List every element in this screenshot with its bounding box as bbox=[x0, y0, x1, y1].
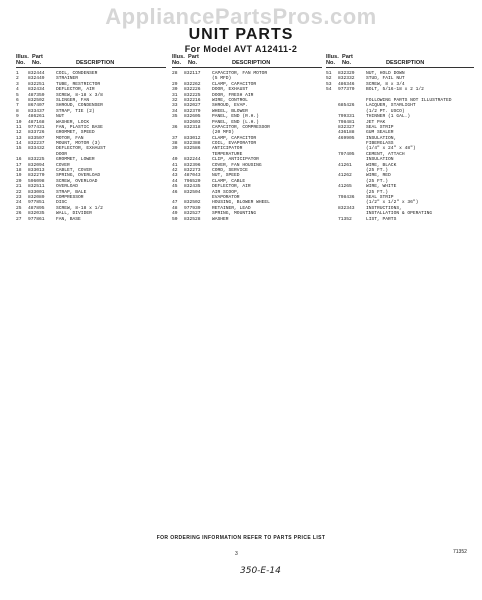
part-description: INSTRUCTIONS, bbox=[366, 205, 402, 211]
part-description: SCREW, 8-18 x 3/8 bbox=[56, 92, 103, 98]
part-description: SHROUD, EVAP. bbox=[212, 103, 248, 109]
part-number: 833432 bbox=[28, 146, 45, 152]
header-no-2: No. bbox=[342, 60, 352, 66]
illus-number: 1 bbox=[16, 71, 19, 76]
part-number: 832318 bbox=[184, 124, 201, 130]
part-description: CLAMP, CAPACITOR bbox=[212, 81, 257, 87]
illus-number: 45 bbox=[172, 184, 178, 190]
part-number: 832237 bbox=[28, 141, 45, 147]
illus-number: 50 bbox=[172, 216, 178, 222]
part-description: COVER bbox=[56, 162, 70, 168]
part-description: DOOR bbox=[56, 151, 68, 157]
part-description: GROMMET, LOWER bbox=[56, 157, 95, 163]
part-number: 832027 bbox=[184, 103, 201, 109]
parts-row bbox=[16, 217, 166, 222]
illus-number: 31 bbox=[172, 92, 178, 98]
header-no: No. bbox=[172, 60, 182, 66]
part-description: WIRE, BLACK bbox=[366, 162, 397, 168]
column-header bbox=[326, 54, 474, 68]
part-number: 832244 bbox=[184, 157, 201, 163]
part-description: PANEL, END (R.H.) bbox=[212, 114, 259, 120]
part-description: OVERLOAD bbox=[56, 184, 79, 190]
part-description: FAN, BASE bbox=[56, 216, 81, 222]
illus-number: 29 bbox=[172, 81, 178, 87]
part-description: CABLET, COVER bbox=[56, 168, 92, 174]
illus-number: 46 bbox=[172, 189, 178, 195]
page-number: 3 bbox=[235, 551, 238, 557]
part-description: STRAP, TIE (2) bbox=[56, 108, 95, 114]
part-number: 832370 bbox=[184, 108, 201, 114]
illus-number: 30 bbox=[172, 87, 178, 93]
part-number: 832251 bbox=[28, 81, 45, 87]
illus-number: 48 bbox=[172, 205, 178, 211]
header-part: Part bbox=[342, 54, 353, 60]
illus-number: 5 bbox=[16, 92, 19, 98]
part-description: STRAINER bbox=[56, 76, 79, 82]
part-description: WIRE, RED bbox=[366, 173, 391, 179]
illus-number: 4 bbox=[16, 87, 19, 93]
part-number: 977851 bbox=[28, 200, 45, 206]
part-description: DOOR, FRESH AIR bbox=[212, 92, 254, 98]
illus-number: 11 bbox=[16, 124, 22, 130]
illus-number: 17 bbox=[16, 162, 22, 168]
part-number: 832035 bbox=[28, 211, 45, 217]
part-number: 832605 bbox=[184, 114, 201, 120]
part-description: WALL, DIVIDER bbox=[56, 211, 92, 217]
part-number: 486261 bbox=[28, 114, 45, 120]
illus-number: 33 bbox=[172, 103, 178, 109]
illus-number: 21 bbox=[16, 184, 22, 190]
part-description: DEFLECTOR, AIR bbox=[212, 184, 251, 190]
part-description: SHROUD, CONDENSER bbox=[56, 103, 103, 109]
part-description: DISC bbox=[56, 200, 68, 206]
model-subtitle: For Model AVT A12411-2 bbox=[184, 44, 298, 54]
part-description: ANTICIPATOR bbox=[212, 146, 243, 152]
illus-number: 25 bbox=[16, 205, 22, 211]
part-description: GUM SEALER bbox=[366, 130, 394, 136]
part-number: 469905 bbox=[338, 135, 355, 141]
part-description: SPRING, OVERLOAD bbox=[56, 173, 101, 179]
part-description: STRAP, BALE bbox=[56, 189, 87, 195]
parts-column-3 bbox=[326, 54, 474, 222]
part-description: FAN, PLASTIC BASE bbox=[56, 124, 103, 130]
parts-row bbox=[326, 217, 474, 222]
part-number: 832511 bbox=[28, 184, 45, 190]
part-number: 832444 bbox=[28, 71, 45, 76]
part-description: EVAPORATOR bbox=[212, 194, 240, 200]
part-number: 832435 bbox=[184, 184, 201, 190]
header-no: No. bbox=[326, 60, 336, 66]
illus-number: 8 bbox=[16, 108, 19, 114]
part-number: 832273 bbox=[184, 168, 201, 174]
header-description: DESCRIPTION bbox=[386, 60, 425, 66]
part-number: 833726 bbox=[28, 130, 45, 136]
header-illus: Illus. bbox=[16, 54, 29, 60]
illus-number: 10 bbox=[16, 119, 22, 125]
part-number: 797405 bbox=[338, 151, 355, 157]
header-part: Part bbox=[32, 54, 43, 60]
part-number: 832329 bbox=[338, 71, 355, 76]
illus-number: 6 bbox=[16, 97, 19, 103]
part-number: 41261 bbox=[338, 162, 352, 168]
part-description: PANEL, END (L.H.) bbox=[212, 119, 259, 125]
part-description: (1/4" x 24" x 48") bbox=[366, 146, 416, 152]
illus-number: 41 bbox=[172, 162, 178, 168]
part-number: 832528 bbox=[184, 216, 201, 222]
illus-number: 44 bbox=[172, 178, 178, 184]
header-description: DESCRIPTION bbox=[232, 60, 271, 66]
part-number: 977370 bbox=[338, 87, 355, 93]
illus-number: 52 bbox=[326, 76, 332, 82]
part-number: 487895 bbox=[28, 205, 45, 211]
part-number: 832502 bbox=[184, 200, 201, 206]
part-number: 833013 bbox=[28, 168, 45, 174]
header-no: No. bbox=[16, 60, 26, 66]
illus-number: 40 bbox=[172, 157, 178, 163]
part-number: 41262 bbox=[338, 173, 352, 179]
part-number: 41265 bbox=[338, 184, 352, 190]
part-description: COVER, FAN HOUSING bbox=[212, 162, 262, 168]
part-description: TUBE, RESTRICTOR bbox=[56, 81, 101, 87]
illus-number: 54 bbox=[326, 87, 332, 93]
illus-number: 22 bbox=[16, 189, 22, 195]
header-description: DESCRIPTION bbox=[76, 60, 115, 66]
part-description: (20 MFD) bbox=[212, 130, 235, 136]
part-number: 486346 bbox=[338, 81, 355, 87]
part-description: CORD, SERVICE bbox=[212, 168, 248, 174]
document-code: 71352 bbox=[453, 549, 467, 555]
part-description: CAPACITOR, COMPRESSOR bbox=[212, 124, 270, 130]
header-illus: Illus. bbox=[326, 54, 339, 60]
illus-number: 38 bbox=[172, 141, 178, 147]
part-description: BOLT, 5/16-18 x 2 1/2 bbox=[366, 87, 424, 93]
part-description: SCREW, OVERLOAD bbox=[56, 178, 98, 184]
part-number: 798436 bbox=[338, 194, 355, 200]
part-number: 832117 bbox=[184, 71, 201, 76]
part-number: 832434 bbox=[28, 87, 45, 93]
part-description: SEAL STRIP bbox=[366, 194, 394, 200]
illus-number: 14 bbox=[16, 141, 22, 147]
part-number: 832449 bbox=[28, 76, 45, 82]
part-number: 833507 bbox=[28, 135, 45, 141]
part-number: 436188 bbox=[338, 130, 355, 136]
illus-number: 27 bbox=[16, 216, 22, 222]
part-description: SCREW, 8 x 3/4 bbox=[366, 81, 405, 87]
part-number: 832262 bbox=[184, 81, 201, 87]
part-description: AIR SCOOP, bbox=[212, 189, 240, 195]
illus-number: 20 bbox=[16, 178, 22, 184]
part-number: 833437 bbox=[28, 108, 45, 114]
part-description: (25 FT.) bbox=[366, 168, 389, 174]
part-number: 832396 bbox=[184, 162, 201, 168]
part-number: 977861 bbox=[28, 216, 45, 222]
part-number: 798481 bbox=[338, 119, 355, 125]
illus-number: 2 bbox=[16, 76, 19, 82]
part-number: 832343 bbox=[338, 205, 355, 211]
part-description: WASHER, LOCK bbox=[56, 119, 90, 125]
illus-number: 12 bbox=[16, 130, 22, 136]
part-description: COIL, CONDENSER bbox=[56, 71, 98, 76]
part-description: LIST, PARTS bbox=[366, 216, 397, 222]
illus-number: 42 bbox=[172, 168, 178, 174]
part-description: SPRING, MOUNTING bbox=[212, 211, 257, 217]
part-description: SLINGER, FAN bbox=[56, 97, 90, 103]
ordering-note: FOR ORDERING INFORMATION REFER TO PARTS PRICE LIST bbox=[156, 535, 326, 541]
illus-number: 47 bbox=[172, 200, 178, 206]
part-description: CLAMP, CAPACITOR bbox=[212, 135, 257, 141]
part-description: WHEEL, BLOWER bbox=[212, 108, 248, 114]
watermark: AppliancePartsPros.com bbox=[105, 4, 377, 29]
part-number: 832388 bbox=[184, 141, 201, 147]
part-description: SCREW, 8-18 x 1/2 bbox=[56, 205, 103, 211]
part-description: (1/2" x 1/2" x 36") bbox=[366, 200, 419, 206]
illus-number: 49 bbox=[172, 211, 178, 217]
illus-number: 34 bbox=[172, 108, 178, 114]
page-title: UNIT PARTS bbox=[188, 26, 294, 43]
part-number: 832586 bbox=[184, 146, 201, 152]
column-header bbox=[172, 54, 322, 68]
part-description: WIRE, WHITE bbox=[366, 184, 397, 190]
part-number: 832216 bbox=[184, 97, 201, 103]
part-description: STUD, FAIL NUT bbox=[366, 76, 405, 82]
parts-column-2 bbox=[172, 54, 322, 222]
illus-number: 3 bbox=[16, 81, 19, 87]
part-number: 832270 bbox=[28, 173, 45, 179]
part-description: MOUNT, MOTOR (3) bbox=[56, 141, 101, 147]
part-description: HOUSING, BLOWER WHEEL bbox=[212, 200, 270, 206]
part-description: GROMMET, SPEED bbox=[56, 130, 95, 136]
part-description: COIL, EVAPORATOR bbox=[212, 141, 257, 147]
part-description: DEFLECTOR, EXHAUST bbox=[56, 146, 106, 152]
part-number: 487168 bbox=[28, 119, 45, 125]
part-number: 833012 bbox=[184, 135, 201, 141]
part-description: FOLLOWING PARTS NOT ILLUSTRATED bbox=[366, 97, 452, 103]
parts-column-1 bbox=[16, 54, 166, 222]
part-number: 832089 bbox=[28, 194, 45, 200]
part-description: CAPACITOR, FAN MOTOR bbox=[212, 71, 268, 76]
part-number: 977431 bbox=[28, 124, 45, 130]
part-description: COMPRESSOR bbox=[56, 194, 84, 200]
part-number: 71352 bbox=[338, 216, 352, 222]
illus-number: 37 bbox=[172, 135, 178, 141]
illus-number: 32 bbox=[172, 97, 178, 103]
part-description: SEAL STRIP bbox=[366, 124, 394, 130]
part-number: 796520 bbox=[184, 178, 201, 184]
part-description: WASHER bbox=[212, 216, 229, 222]
illus-number: 7 bbox=[16, 103, 19, 109]
illus-number: 19 bbox=[16, 173, 22, 179]
part-description: THINNER (1 GAL.) bbox=[366, 114, 411, 120]
parts-row bbox=[172, 217, 322, 222]
column-header bbox=[16, 54, 166, 68]
part-number: 487043 bbox=[184, 173, 201, 179]
illus-number: 24 bbox=[16, 200, 22, 206]
part-number: 487359 bbox=[28, 92, 45, 98]
part-number: 832226 bbox=[184, 87, 201, 93]
part-number: 977939 bbox=[184, 205, 201, 211]
part-description: NUT bbox=[56, 114, 65, 120]
illus-number: 51 bbox=[326, 71, 332, 76]
part-number: 832094 bbox=[28, 162, 45, 168]
header-part: Part bbox=[188, 54, 199, 60]
part-number: 832603 bbox=[184, 119, 201, 125]
illus-number: 36 bbox=[172, 124, 178, 130]
part-description: RETAINER, LEAD bbox=[212, 205, 251, 211]
part-description: CLIP, ANTICIPATOR bbox=[212, 157, 259, 163]
part-number: 832502 bbox=[28, 97, 45, 103]
illus-number: 13 bbox=[16, 135, 22, 141]
part-description: NUT, HOLD DOWN bbox=[366, 71, 405, 76]
part-description: INSTALLATION & OPERATING bbox=[366, 211, 433, 217]
illus-number: 35 bbox=[172, 114, 178, 120]
part-number: 832504 bbox=[184, 189, 201, 195]
header-illus: Illus. bbox=[172, 54, 185, 60]
illus-number: 26 bbox=[16, 211, 22, 217]
part-description: (25 FT.) bbox=[366, 189, 389, 195]
part-description: DEFLECTOR, AIR bbox=[56, 87, 95, 93]
illus-number: 16 bbox=[16, 157, 22, 163]
part-description: INSULATION bbox=[366, 157, 394, 163]
part-description: CLAMP, CABLE bbox=[212, 178, 246, 184]
part-number: 832225 bbox=[184, 92, 201, 98]
illus-number: 43 bbox=[172, 173, 178, 179]
part-description: INSULATION, bbox=[366, 135, 397, 141]
illus-number: 23 bbox=[16, 194, 22, 200]
part-description: CEMENT, ATTACH bbox=[366, 151, 405, 157]
part-number: 833001 bbox=[28, 189, 45, 195]
part-description: FIBERGLASS bbox=[366, 141, 394, 147]
part-number: 832527 bbox=[184, 211, 201, 217]
illus-number: 15 bbox=[16, 146, 22, 152]
part-description: JET PAK bbox=[366, 119, 386, 125]
part-description: LACQUER, STARLIGHT bbox=[366, 103, 416, 109]
illus-number: 18 bbox=[16, 168, 22, 174]
part-number: 832327 bbox=[338, 124, 355, 130]
part-description: TEMPERATURE bbox=[212, 151, 243, 157]
part-number: 799331 bbox=[338, 114, 355, 120]
part-number: 596098 bbox=[28, 178, 45, 184]
part-description: (5 MFD) bbox=[212, 76, 232, 82]
part-number: 867407 bbox=[28, 103, 45, 109]
part-description: (1/2 PT. USCO) bbox=[366, 108, 405, 114]
part-description: NUT, SPEED bbox=[212, 173, 240, 179]
part-number: 833225 bbox=[28, 157, 45, 163]
part-number: 685426 bbox=[338, 103, 355, 109]
handwritten-note: 350-E-14 bbox=[240, 566, 281, 576]
part-description: (25 FT.) bbox=[366, 178, 389, 184]
part-description: MOTOR, FAN bbox=[56, 135, 84, 141]
header-no-2: No. bbox=[188, 60, 198, 66]
part-description: WIRE, CONTROL bbox=[212, 97, 248, 103]
part-number: 832332 bbox=[338, 76, 355, 82]
illus-number: 9 bbox=[16, 114, 19, 120]
header-no-2: No. bbox=[32, 60, 42, 66]
part-description: DOOR, EXHAUST bbox=[212, 87, 248, 93]
illus-number: 28 bbox=[172, 71, 178, 76]
illus-number: 53 bbox=[326, 81, 332, 87]
illus-number: 39 bbox=[172, 146, 178, 152]
